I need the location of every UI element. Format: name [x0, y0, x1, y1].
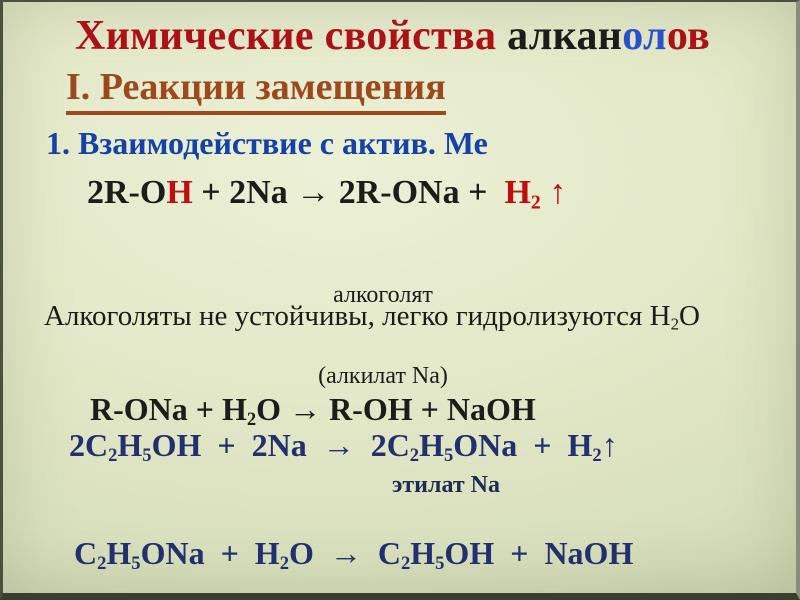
subscript: 2 [530, 191, 541, 214]
text-segment: OH + 2Na → 2C [151, 427, 410, 463]
subscript: 2 [97, 553, 107, 575]
equation-general-alcohol-sodium [87, 174, 566, 212]
text-segment: I. Реакции замещения [66, 66, 446, 115]
product-label-alkylate [258, 363, 508, 390]
text-segment: OH + NaOH [444, 535, 634, 571]
text-segment: + 2Na → 2R-ONa + [192, 174, 505, 211]
text-segment: алкоголят [333, 281, 433, 308]
text-segment: H [410, 535, 436, 571]
text-segment: O [679, 300, 700, 332]
point-heading-interaction-active-metals [46, 126, 488, 162]
text-segment: ONa + H [453, 427, 593, 463]
text-segment: ↑ [540, 174, 567, 211]
subscript: 5 [443, 445, 454, 467]
text-segment: ONa + H [140, 535, 280, 571]
text-segment: H [106, 535, 132, 571]
text-segment: алкан [507, 13, 623, 59]
equation-general-hydrolysis [90, 391, 536, 431]
text-segment: C [74, 535, 98, 571]
text-segment: Алкоголяты не устойчивы, легко гидролизуются H [44, 300, 671, 332]
text-segment: ↑ [601, 427, 618, 463]
text-segment: O → C [288, 535, 401, 571]
text-segment: ол [622, 13, 667, 59]
text-segment: (алкилат Na) [318, 363, 448, 390]
subscript: 5 [435, 553, 445, 575]
section-heading-substitution-reactions [66, 66, 446, 115]
text-segment: O → R-OH + NaOH [256, 391, 536, 427]
subscript: 2 [279, 553, 289, 575]
label-sodium-ethylate [392, 472, 500, 499]
subscript: 5 [131, 553, 141, 575]
text-segment: H [504, 174, 531, 211]
text-segment: R-ONa + H [90, 391, 247, 427]
subscript: 2 [409, 445, 420, 467]
text-segment: 2C [69, 427, 109, 463]
subscript: 2 [246, 409, 257, 431]
text-segment: 1. Взаимодействие с актив. Ме [46, 125, 488, 161]
equation-ethanol-sodium [69, 427, 618, 467]
text-segment: этилат Na [392, 472, 500, 498]
text-segment: Химические свойства [75, 13, 508, 59]
text-segment: 2R-O [87, 174, 167, 211]
text-segment: H [166, 174, 193, 211]
subscript: 2 [108, 445, 118, 467]
note-alcoholates-hydrolysis [44, 300, 700, 332]
subscript: 2 [400, 553, 411, 575]
subscript: 2 [670, 314, 679, 334]
slide-title [75, 13, 710, 60]
text-segment: H [419, 427, 444, 463]
text-segment: H [117, 427, 143, 463]
subscript: 2 [592, 445, 602, 467]
subscript: 5 [142, 445, 152, 467]
equation-ethylate-hydrolysis [74, 535, 634, 575]
text-segment: ов [666, 13, 711, 59]
